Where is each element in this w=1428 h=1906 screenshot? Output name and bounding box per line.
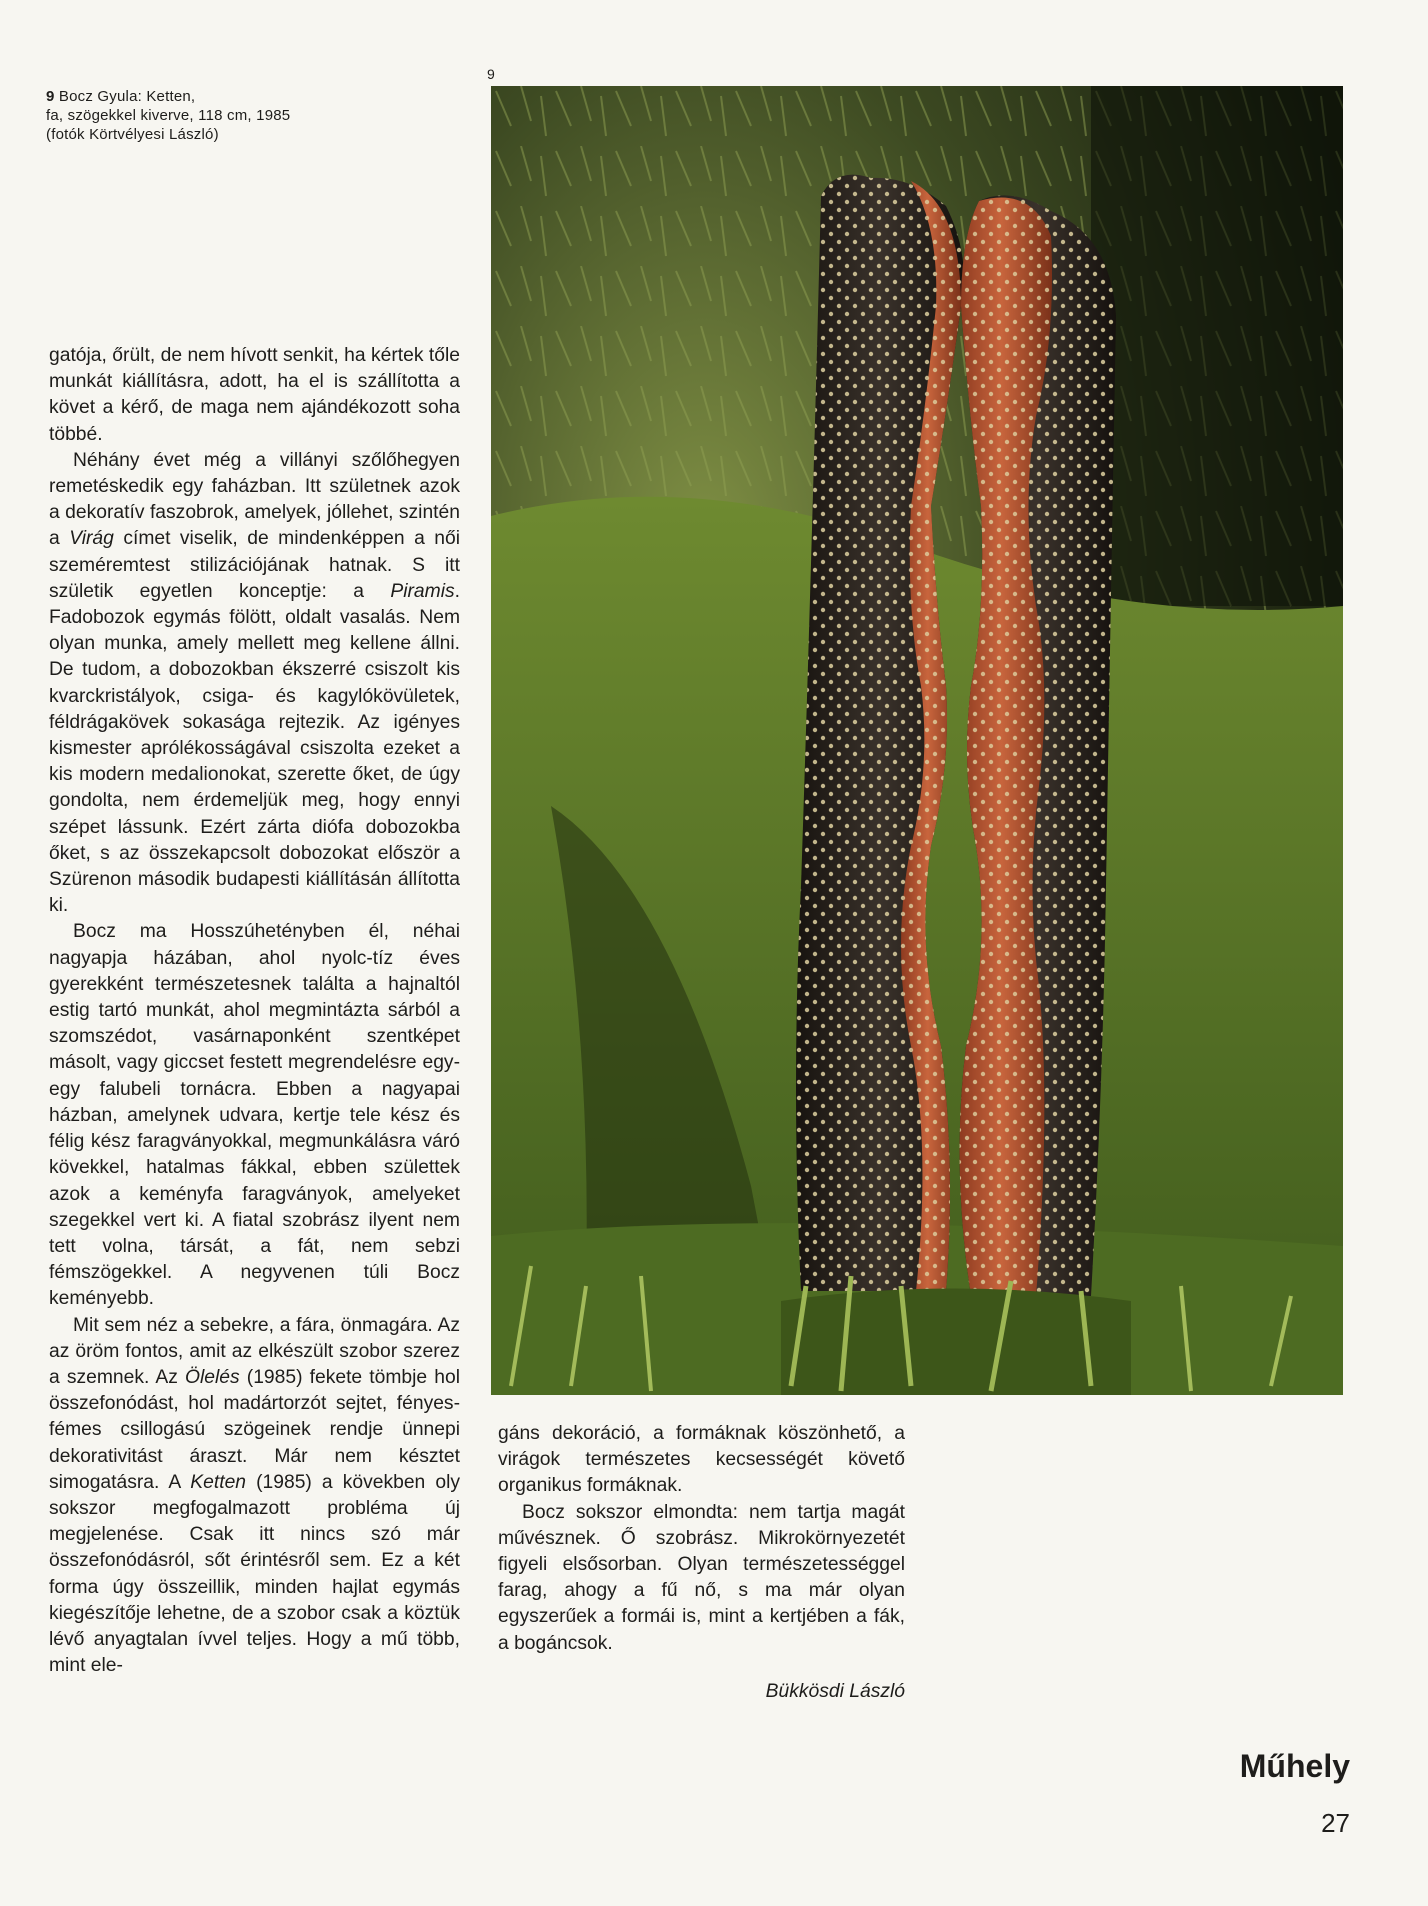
title-virag: Virág xyxy=(69,528,114,550)
paragraph-2-text-c: . Fadobozok egymás fölött, oldalt vasalás. Nem olyan munka, amely mellett meg kellene állni. De tudom, a dobozokban ékszerré csiszolt kis kvarckristályok, csiga- és kagylókövületek, féldrágakövek sokasága rejtezik. Az igényes kismester aprólékosságával csiszolta ezeket a kis modern medalionokat, szerette őket, de úgy gondolta, nem érdemeljük meg, hogy ennyi szépet lássunk. Ezért zárta diófa dobozokba őket, s az összekapcsolt dobozokat először a Szürenon második budapesti kiállításán állította ki. xyxy=(49,580,460,917)
paragraph-4 xyxy=(49,1313,460,1680)
paragraph-1 xyxy=(49,343,460,448)
title-oleles: Ölelés xyxy=(185,1366,240,1388)
figure-number: 9 xyxy=(487,66,495,82)
right-text-column xyxy=(498,1421,905,1657)
figure-caption xyxy=(46,87,406,144)
title-ketten: Ketten xyxy=(190,1471,247,1493)
paragraph-2 xyxy=(49,448,460,920)
paragraph-4-text-b: (1985) fekete tömbje hol összefonódást, hol madártorzót sejtet, fényes-fémes csillogású szögeinek rendje ünnepi dekorativitást áraszt. Már nem késztet simogatásra. A xyxy=(49,1366,460,1493)
paragraph-4-text-a: Mit sem néz a sebekre, a fára, önmagára. Az az öröm fontos, amit az elkészült szobor szerez a szemnek. Az xyxy=(49,1314,460,1388)
paragraph-5 xyxy=(498,1421,905,1500)
author-signature: Bükkösdi László xyxy=(765,1681,905,1702)
caption-title: Bocz Gyula: Ketten, xyxy=(54,88,196,105)
caption-line-3: (fotók Körtvélyesi László) xyxy=(46,126,219,143)
paragraph-3-text: Bocz ma Hosszúhetényben él, néhai nagyapja házában, ahol nyolc-tíz éves gyerekként természetesnek találta a hajnaltól estig tartó munkát, ahol megmintázta sárból a szomszédot, vasárnaponként szentképet másolt, vagy giccset festett megrendelésre egy-egy falubeli tornácra. Ebben a nagyapai házban, amelynek udvara, kertje tele kész és félig kész faragványokkal, megmunkálásra váró kövekkel, hatalmas fákkal, ebben születtek azok a keményfa faragványok, amelyeket szegekkel vert ki. A fiatal szobrász ilyent nem tett volna, társát, a fát, nem sebzi fémszögekkel. A negyvenen túli Bocz keményebb. xyxy=(49,921,460,1310)
sculpture-photograph xyxy=(491,86,1343,1395)
paragraph-2-text-a: Néhány évet még a villányi szőlőhegyen remetéskedik egy faházban. Itt születnek azok a dekoratív faszobrok, amelyek, jóllehet, szintén a xyxy=(49,449,460,550)
paragraph-6 xyxy=(498,1500,905,1657)
paragraph-3 xyxy=(49,919,460,1312)
section-title: Műhely xyxy=(1239,1748,1350,1784)
caption-line-1 xyxy=(46,87,406,106)
paragraph-2-text-b: címet viselik, de mindenképpen a női szeméremtest stilizációjának hatnak. S itt születik egyetlen konceptje: a xyxy=(49,528,460,602)
title-piramis: Piramis xyxy=(390,580,455,602)
caption-number: 9 xyxy=(46,88,55,105)
photo-illustration xyxy=(491,86,1343,1395)
paragraph-6-text: Bocz sokszor elmondta: nem tartja magát művésznek. Ő szobrász. Mikrokörnyezetét figyeli elsősorban. Olyan természetességgel farag, ahogy a fű nő, s ma már olyan egyszerűek a formái is, mint a kertjében a fák, a bogáncsok. xyxy=(498,1501,905,1654)
paragraph-1-text: gatója, őrült, de nem hívott senkit, ha kértek tőle munkát kiállításra, adott, ha el is szállította a követ a kérő, de maga nem ajándékozott soha többé. xyxy=(49,345,460,445)
paragraph-4-text-c: (1985) a kövekben oly sokszor megfogalmazott probléma új megjelenése. Csak itt nincs szó már összefonódásról, sőt érintésről sem. Ez a két forma úgy összeillik, minden hajlat egymás kiegészítője lehetne, de a szobor csak a köztük lévő anyagtalan ívvel teljes. Hogy a mű több, mint ele- xyxy=(49,1471,460,1677)
page-number: 27 xyxy=(1321,1808,1350,1838)
caption-line-2: fa, szögekkel kiverve, 118 cm, 1985 xyxy=(46,107,291,124)
left-text-column xyxy=(49,343,460,1679)
paragraph-5-text: gáns dekoráció, a formáknak köszönhető, a virágok természetes kecsességét követő organikus formáknak. xyxy=(498,1423,905,1497)
